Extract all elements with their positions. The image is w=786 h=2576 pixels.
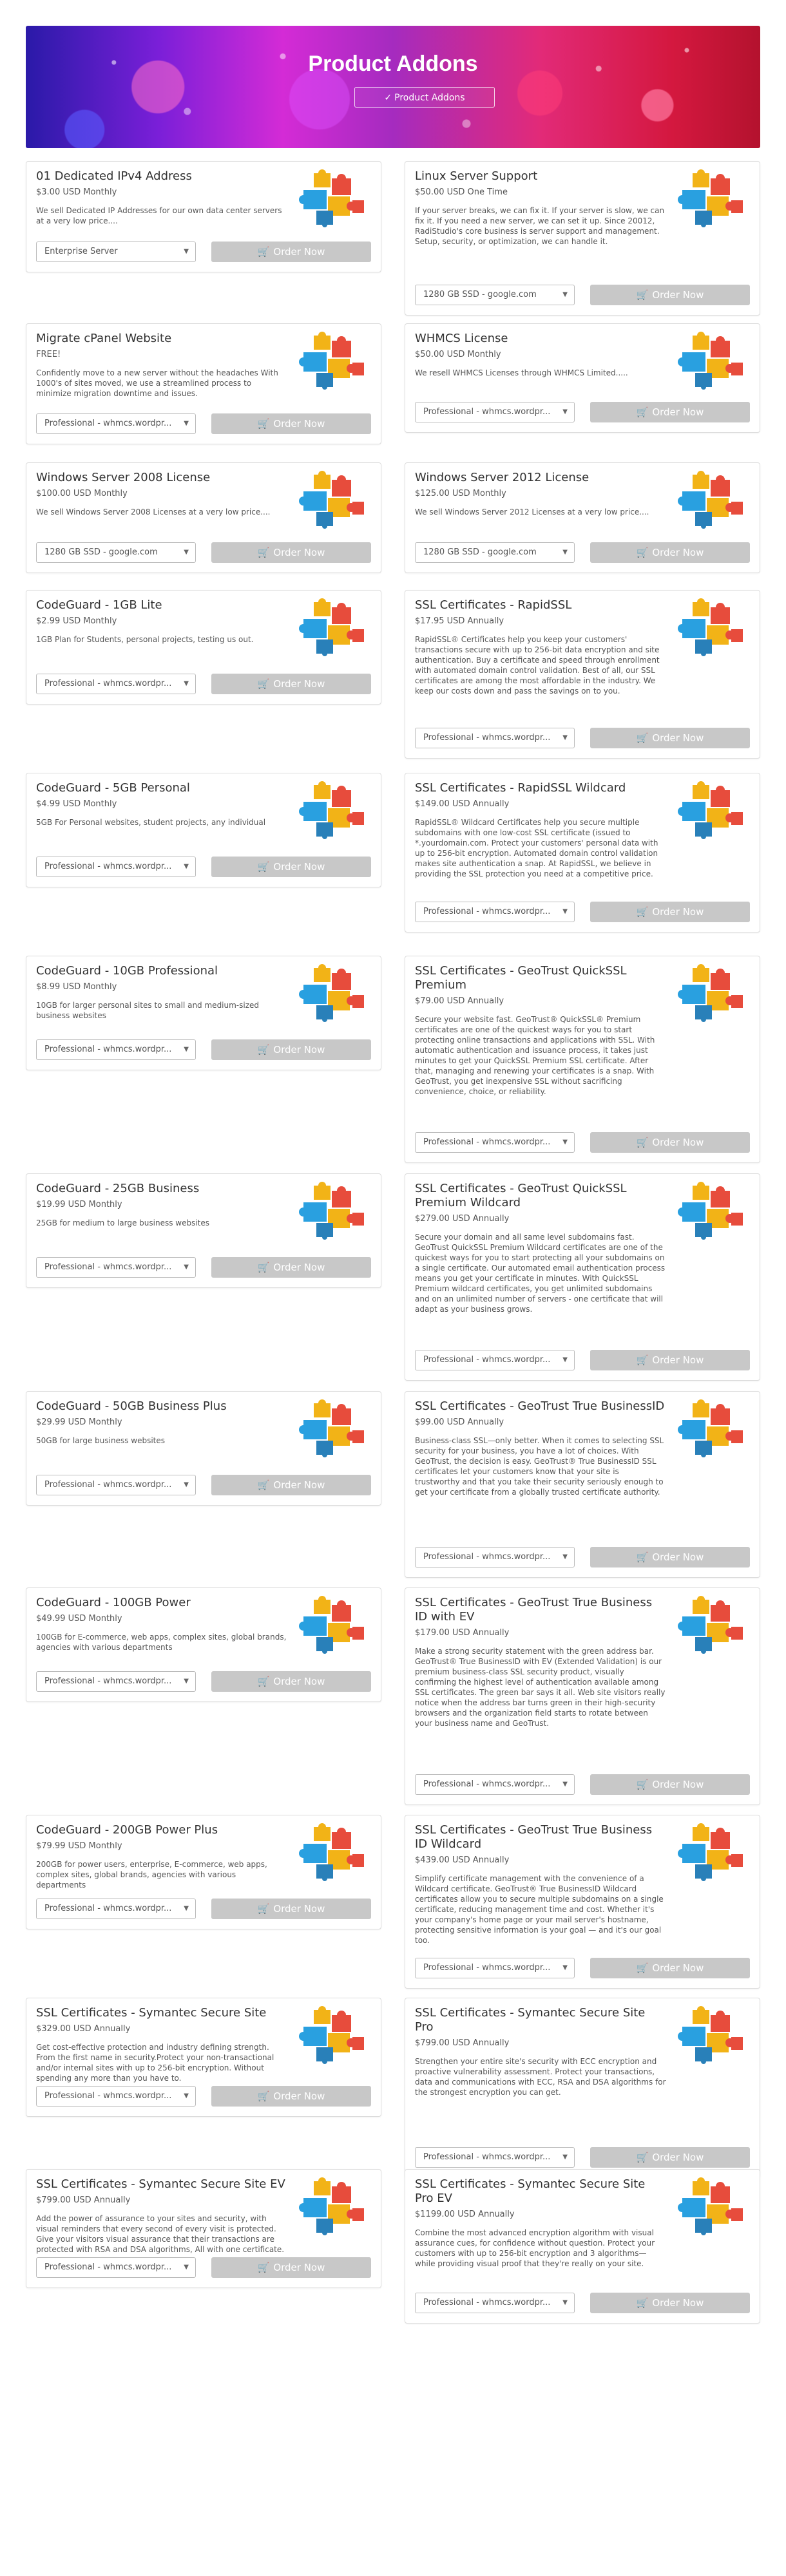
product-description: 200GB for power users, enterprise, E-commerce, web apps, complex sites, global brands, agencies with various departments [36,1860,267,1889]
product-card [405,2169,760,2324]
product-price: $3.00 USD Monthly [36,187,117,197]
product-info [36,2006,287,2083]
product-name: CodeGuard - 50GB Business Plus [36,1399,227,1413]
cart-icon: 🛒 [257,246,270,258]
product-card [405,1587,760,1805]
chevron-down-icon: ▼ [562,1356,568,1363]
product-info [415,2177,666,2269]
product-description: RapidSSL® Wildcard Certificates help you secure multiple subdomains with one low-cost SSL certificate (issued to *.yourdomain.com. Protect your customers' personal data with up to 256-bit encryption. Automated domain control validation makes site authentication a snap. At RapidSSL, we believe in providing the SSL protection you need at a competitive price. [415,818,658,878]
product-info [415,169,666,247]
cart-icon: 🛒 [636,732,649,744]
order-now-button[interactable] [590,1547,750,1567]
order-now-button[interactable] [590,728,750,748]
product-price: $799.00 USD Annually [415,2038,510,2048]
order-now-label: Order Now [652,289,704,301]
chevron-down-icon: ▼ [562,1781,568,1788]
product-card [405,590,760,759]
chevron-down-icon: ▼ [184,1678,189,1685]
cart-icon: 🛒 [636,1962,649,1974]
service-select-value: Professional - whmcs.wordpr... [423,907,551,916]
order-now-button[interactable] [590,1350,750,1370]
cart-icon: 🛒 [257,678,270,690]
product-name: SSL Certificates - GeoTrust True Business ID Wildcard [415,1823,653,1851]
puzzle-logo-icon [297,471,368,529]
puzzle-logo-icon [676,471,747,529]
chevron-down-icon: ▼ [184,2264,189,2271]
product-price: $279.00 USD Annually [415,1214,510,1224]
puzzle-logo-icon [676,2177,747,2235]
service-select[interactable] [415,1132,575,1153]
product-info [415,598,666,696]
product-card [405,161,760,316]
product-price: $50.00 USD One Time [415,187,508,197]
hero-banner [26,26,760,148]
product-info [415,1182,666,1314]
product-card [26,956,381,1070]
cart-icon: 🛒 [257,547,270,558]
product-card [26,161,381,272]
service-select[interactable] [415,2147,575,2168]
order-now-button[interactable] [211,1899,371,1919]
service-select[interactable] [415,1958,575,1978]
product-description: 10GB for larger personal sites to small and medium-sized business websites [36,1001,260,1020]
chevron-down-icon: ▼ [562,734,568,741]
order-now-button[interactable] [590,902,750,922]
order-now-label: Order Now [652,732,704,744]
service-select-value: Professional - whmcs.wordpr... [44,1045,172,1054]
product-price: $1199.00 USD Annually [415,2210,515,2219]
product-card [405,1391,760,1578]
chevron-down-icon: ▼ [184,420,189,427]
product-name: SSL Certificates - Symantec Secure Site EV [36,2177,285,2191]
product-name: 01 Dedicated IPv4 Address [36,169,192,183]
product-price: $79.99 USD Monthly [36,1841,122,1851]
order-now-label: Order Now [273,2262,325,2273]
puzzle-logo-icon [676,332,747,390]
order-now-button[interactable] [211,242,371,262]
chevron-down-icon: ▼ [562,2299,568,2306]
product-name: CodeGuard - 1GB Lite [36,598,162,612]
product-info [415,471,666,517]
service-select[interactable] [415,1547,575,1567]
product-card [26,773,381,887]
puzzle-logo-icon [676,598,747,656]
puzzle-logo-icon [676,1399,747,1457]
service-select[interactable] [415,2293,575,2313]
page-title: Product Addons [308,52,478,76]
order-now-label: Order Now [652,1779,704,1790]
product-description: Combine the most advanced encryption algorithm with visual assurance cues, for confidence without question. Protect your customers with up to 256-bit encryption and 3 algorithms—while providing visual proof that they're really on your site. [415,2228,655,2268]
product-price: $29.99 USD Monthly [36,1417,122,1427]
service-select-value: Professional - whmcs.wordpr... [423,2298,551,2307]
cart-icon: 🛒 [636,1354,649,1366]
cart-icon: 🛒 [257,1903,270,1915]
order-now-button[interactable] [211,1475,371,1495]
product-price: $8.99 USD Monthly [36,982,117,992]
product-info [36,1596,287,1653]
order-now-button[interactable] [590,285,750,305]
product-card [26,462,381,573]
order-now-label: Order Now [652,2297,704,2309]
puzzle-logo-icon [676,1182,747,1240]
order-now-label: Order Now [273,1044,325,1056]
cart-icon: 🛒 [636,1551,649,1563]
service-select-value: Professional - whmcs.wordpr... [44,1262,172,1272]
product-price: $19.99 USD Monthly [36,1200,122,1209]
service-select[interactable] [415,1350,575,1370]
product-name: SSL Certificates - GeoTrust QuickSSL Premium [415,964,627,992]
service-select-value: Professional - whmcs.wordpr... [423,1137,551,1147]
order-now-button[interactable] [211,674,371,694]
product-description: We resell WHMCS Licenses through WHMCS Limited..... [415,368,628,377]
service-select-value: Professional - whmcs.wordpr... [423,1355,551,1365]
product-name: SSL Certificates - GeoTrust True BusinessID [415,1399,665,1413]
puzzle-logo-icon [297,964,368,1022]
order-now-label: Order Now [273,1479,325,1491]
service-select-value: Professional - whmcs.wordpr... [423,1779,551,1789]
cart-icon: 🛒 [257,1479,270,1491]
chevron-down-icon: ▼ [184,1264,189,1271]
chevron-down-icon: ▼ [184,863,189,870]
chevron-down-icon: ▼ [184,680,189,687]
puzzle-logo-icon [676,1823,747,1881]
order-now-button[interactable] [211,413,371,434]
order-now-label: Order Now [273,1676,325,1687]
chevron-down-icon: ▼ [184,1046,189,1053]
product-name: CodeGuard - 100GB Power [36,1596,191,1609]
product-description: Simplify certificate management with the convenience of a Wildcard certificate. GeoTrust® True BusinessID Wildcard certificates allow you to secure multiple subdomains on a single certificate, reducing management time and cost. Whether it's your company's home page or your mail server's hostname, protecting sensitive information is your goal — and it's our goal too. [415,1874,664,1945]
chevron-down-icon: ▼ [184,248,189,255]
service-select-value: Professional - whmcs.wordpr... [44,1480,172,1490]
service-select-value: Professional - whmcs.wordpr... [423,407,551,417]
chevron-down-icon: ▼ [562,549,568,556]
service-select-value: Professional - whmcs.wordpr... [44,2262,172,2272]
product-price: $2.99 USD Monthly [36,616,117,626]
product-info [36,471,287,517]
order-now-button[interactable] [590,542,750,563]
puzzle-logo-icon [297,2006,368,2064]
cart-icon: 🛒 [636,1779,649,1790]
product-description: 5GB For Personal websites, student projects, any individual [36,818,266,827]
order-now-label: Order Now [273,678,325,690]
service-select-value: Enterprise Server [44,247,118,256]
puzzle-logo-icon [297,781,368,839]
puzzle-logo-icon [297,169,368,227]
product-card [405,1173,760,1381]
product-card [405,323,760,433]
service-select[interactable] [415,1774,575,1795]
order-now-button[interactable] [590,1132,750,1153]
order-now-button[interactable] [211,542,371,563]
order-now-button[interactable] [211,1257,371,1278]
check-icon: ✓ [384,93,392,103]
product-price: $329.00 USD Annually [36,2024,131,2034]
service-select[interactable] [36,1475,196,1495]
service-select-value: Professional - whmcs.wordpr... [423,1552,551,1562]
product-description: Get cost-effective protection and industry defining strength. From the first name in security.Protect your non-transactional and/or internal sites with up to 256-bit encryption. Without spending any more than you have to. [36,2043,274,2083]
puzzle-logo-icon [297,598,368,656]
service-select[interactable] [36,1899,196,1919]
product-description: We sell Windows Server 2012 Licenses at a very low price.... [415,507,649,516]
chevron-down-icon: ▼ [562,908,568,915]
product-price: $439.00 USD Annually [415,1855,510,1865]
service-select[interactable] [36,1257,196,1278]
cart-icon: 🛒 [257,418,270,430]
product-price: FREE! [36,350,61,359]
product-info [36,598,287,645]
service-select-value: Professional - whmcs.wordpr... [44,2091,172,2101]
product-name: Windows Server 2012 License [415,471,590,484]
product-card [26,1391,381,1506]
product-price: $79.00 USD Annually [415,996,504,1006]
order-now-label: Order Now [273,418,325,430]
order-now-label: Order Now [652,1354,704,1366]
cart-icon: 🛒 [636,1137,649,1148]
service-select-value: Professional - whmcs.wordpr... [44,419,172,428]
product-addons-button-label: Product Addons [394,93,465,103]
product-info [415,1399,666,1497]
product-info [415,1596,666,1728]
order-now-label: Order Now [273,2090,325,2102]
service-select-value: Professional - whmcs.wordpr... [44,1904,172,1913]
service-select-value: Professional - whmcs.wordpr... [44,862,172,871]
order-now-button[interactable] [590,2293,750,2313]
service-select[interactable] [36,413,196,434]
order-now-button[interactable] [590,1774,750,1795]
service-select[interactable] [36,1039,196,1060]
service-select[interactable] [36,674,196,694]
product-card [405,1815,760,1989]
product-card [405,462,760,573]
product-info [36,2177,287,2255]
service-select[interactable] [415,402,575,422]
product-description: 100GB for E-commerce, web apps, complex sites, global brands, agencies with various departments [36,1633,287,1652]
product-price: $149.00 USD Annually [415,799,510,809]
order-now-button[interactable] [590,1958,750,1978]
order-now-label: Order Now [273,246,325,258]
order-now-label: Order Now [273,861,325,873]
order-now-button[interactable] [211,2086,371,2107]
product-description: RapidSSL® Certificates help you keep your customers' transactions secure with up to 256-bit data encryption and site authentication. Buy a certificate and speed through enrollment with automated domain control validation. Best of all, our SSL certificates are among the most affordable in the industry. We keep our costs down and pass the savings on to you. [415,635,660,696]
product-card [26,2169,381,2288]
service-select-value: Professional - whmcs.wordpr... [44,679,172,688]
product-description: Secure your website fast. GeoTrust® QuickSSL® Premium certificates are one of the quickest ways for you to start protecting online transactions and applications with SSL. With automatic authentication and issuance process, it takes just minutes to get your QuickSSL Premium SSL certificate. After that, managing and renewing your certificates is a snap. With GeoTrust, you get inexpensive SSL without sacrificing convenience, choice, or reliability. [415,1015,655,1096]
service-select[interactable] [36,1671,196,1692]
product-price: $100.00 USD Monthly [36,489,128,498]
puzzle-logo-icon [297,332,368,390]
service-select[interactable] [415,728,575,748]
product-price: $179.00 USD Annually [415,1628,510,1638]
order-now-label: Order Now [652,547,704,558]
service-select-value: Professional - whmcs.wordpr... [423,1963,551,1973]
product-name: CodeGuard - 5GB Personal [36,781,190,795]
order-now-label: Order Now [652,1137,704,1148]
cart-icon: 🛒 [636,906,649,918]
product-card [405,1998,760,2178]
product-card [405,956,760,1163]
chevron-down-icon: ▼ [562,1553,568,1560]
product-name: CodeGuard - 25GB Business [36,1182,200,1195]
product-card [26,1815,381,1929]
product-addons-button[interactable] [354,87,495,108]
order-now-button[interactable] [211,857,371,877]
puzzle-logo-icon [676,2006,747,2064]
cart-icon: 🛒 [257,2090,270,2102]
product-card [405,773,760,933]
product-info [36,1823,287,1890]
service-select[interactable] [415,285,575,305]
service-select-value: Professional - whmcs.wordpr... [423,2152,551,2162]
puzzle-logo-icon [297,1823,368,1881]
service-select-value: 1280 GB SSD - google.com [423,290,537,299]
cart-icon: 🛒 [636,289,649,301]
order-now-button[interactable] [211,1039,371,1060]
product-description: 25GB for medium to large business websites [36,1218,210,1227]
chevron-down-icon: ▼ [562,1139,568,1146]
service-select[interactable] [36,542,196,563]
product-name: SSL Certificates - Symantec Secure Site Pro [415,2006,646,2034]
order-now-label: Order Now [273,1903,325,1915]
chevron-down-icon: ▼ [562,1964,568,1971]
order-now-label: Order Now [273,1262,325,1273]
service-select-value: Professional - whmcs.wordpr... [423,733,551,743]
cart-icon: 🛒 [257,1676,270,1687]
product-name: SSL Certificates - RapidSSL Wildcard [415,781,626,795]
chevron-down-icon: ▼ [562,2154,568,2161]
service-select[interactable] [36,2257,196,2278]
chevron-down-icon: ▼ [184,549,189,556]
product-card [26,590,381,705]
product-description: Add the power of assurance to your sites and security, with visual reminders that every second of every visit is protected. Give your visitors visual assurance that their transactions are protected with RSA and DSA algorithms, All with one certificate. [36,2214,285,2254]
service-select[interactable] [36,2086,196,2107]
cart-icon: 🛒 [636,547,649,558]
service-select-value: 1280 GB SSD - google.com [44,547,158,557]
order-now-label: Order Now [273,547,325,558]
product-info [415,781,666,879]
product-description: 1GB Plan for Students, personal projects, testing us out. [36,635,254,644]
product-name: Windows Server 2008 License [36,471,211,484]
product-description: Secure your domain and all same level subdomains fast. GeoTrust QuickSSL Premium Wildcard certificates are one of the quickest ways for you to start protecting all your subdomains on a single certificate. Our automated email authentication process means you get your certificate in minutes. With QuickSSL Premium wildcard certificates, you get unlimited subdomains and on an unlimited number of servers - one certificate that will adapt as your business grows. [415,1233,666,1314]
product-name: SSL Certificates - Symantec Secure Site Pro EV [415,2177,646,2205]
product-name: CodeGuard - 10GB Professional [36,964,218,978]
product-name: WHMCS License [415,332,508,345]
product-info [36,964,287,1021]
product-info [415,1823,666,1946]
chevron-down-icon: ▼ [562,408,568,415]
product-info [36,332,287,399]
order-now-label: Order Now [652,906,704,918]
order-now-button[interactable] [211,2257,371,2278]
order-now-label: Order Now [652,1962,704,1974]
puzzle-logo-icon [676,964,747,1022]
chevron-down-icon: ▼ [184,1905,189,1912]
product-description: We sell Dedicated IP Addresses for our own data center servers at a very low price.... [36,206,282,225]
product-info [36,781,287,828]
order-now-button[interactable] [211,1671,371,1692]
puzzle-logo-icon [297,2177,368,2235]
product-info [36,1399,287,1446]
product-info [415,332,666,378]
product-card [26,1173,381,1288]
product-description: We sell Windows Server 2008 Licenses at a very low price.... [36,507,271,516]
product-description: Strengthen your entire site's security with ECC encryption and proactive vulnerability assessment. Protect your transactions, data and communications with ECC, RSA and DSA algorithms for the strongest encryption you can get. [415,2057,666,2097]
product-card [26,1998,381,2117]
order-now-label: Order Now [652,2152,704,2163]
puzzle-logo-icon [297,1182,368,1240]
cart-icon: 🛒 [257,1044,270,1056]
cart-icon: 🛒 [257,861,270,873]
cart-icon: 🛒 [257,1262,270,1273]
cart-icon: 🛒 [636,2297,649,2309]
product-info [36,1182,287,1228]
product-card [26,323,381,444]
chevron-down-icon: ▼ [562,291,568,298]
product-price: $99.00 USD Annually [415,1417,504,1427]
cart-icon: 🛒 [257,2262,270,2273]
product-description: Make a strong security statement with the green address bar. GeoTrust® True BusinessID with EV (Extended Validation) is our premium business-class SSL security product, visually confirming the highest level of authentication available among SSL certificates. The green bar says it all. Web site visitors really notice when the address bar turns green in their high-security browsers and the organization field starts to rotate between your business name and GeoTrust. [415,1647,666,1728]
service-select[interactable] [415,902,575,922]
service-select[interactable] [415,542,575,563]
order-now-button[interactable] [590,402,750,422]
puzzle-logo-icon [297,1596,368,1654]
product-description: 50GB for large business websites [36,1436,166,1445]
product-price: $125.00 USD Monthly [415,489,506,498]
puzzle-logo-icon [676,169,747,227]
service-select[interactable] [36,242,196,262]
service-select-value: Professional - whmcs.wordpr... [44,1676,172,1686]
product-name: SSL Certificates - GeoTrust QuickSSL Premium Wildcard [415,1182,627,1209]
product-name: Migrate cPanel Website [36,332,172,345]
product-name: Linux Server Support [415,169,538,183]
product-description: If your server breaks, we can fix it. If your server is slow, we can fix it. If you need a new server, we can set it up. Since 20012, RadiStudio's core business is server support and management. Setup, security, or optimization, we can handle it. [415,206,665,246]
service-select[interactable] [36,857,196,877]
order-now-button[interactable] [590,2147,750,2168]
product-name: SSL Certificates - GeoTrust True Business ID with EV [415,1596,653,1624]
puzzle-logo-icon [676,781,747,839]
product-description: Business-class SSL—only better. When it comes to selecting SSL security for your business, you have a lot of choices. With GeoTrust, the decision is easy. GeoTrust® True BusinessID SSL certificates let your customers know that your site is trustworthy and that you take their security seriously enough to get your certificate from a globally trusted certificate authority. [415,1436,664,1497]
puzzle-logo-icon [676,1596,747,1654]
product-card [26,1587,381,1702]
product-name: CodeGuard - 200GB Power Plus [36,1823,218,1837]
product-info [36,169,287,226]
product-name: SSL Certificates - RapidSSL [415,598,572,612]
product-price: $4.99 USD Monthly [36,799,117,809]
product-info [415,964,666,1097]
product-price: $49.99 USD Monthly [36,1614,122,1624]
chevron-down-icon: ▼ [184,1481,189,1488]
product-name: SSL Certificates - Symantec Secure Site [36,2006,267,2020]
order-now-label: Order Now [652,1551,704,1563]
cart-icon: 🛒 [636,406,649,418]
product-description: Confidently move to a new server without the headaches With 1000's of sites moved, we use a streamlined process to minimize migration downtime and issues. [36,368,278,398]
product-price: $50.00 USD Monthly [415,350,501,359]
cart-icon: 🛒 [636,2152,649,2163]
product-price: $799.00 USD Annually [36,2195,131,2205]
service-select-value: 1280 GB SSD - google.com [423,547,537,557]
puzzle-logo-icon [297,1399,368,1457]
order-now-label: Order Now [652,406,704,418]
product-info [415,2006,666,2098]
product-price: $17.95 USD Annually [415,616,504,626]
chevron-down-icon: ▼ [184,2092,189,2099]
